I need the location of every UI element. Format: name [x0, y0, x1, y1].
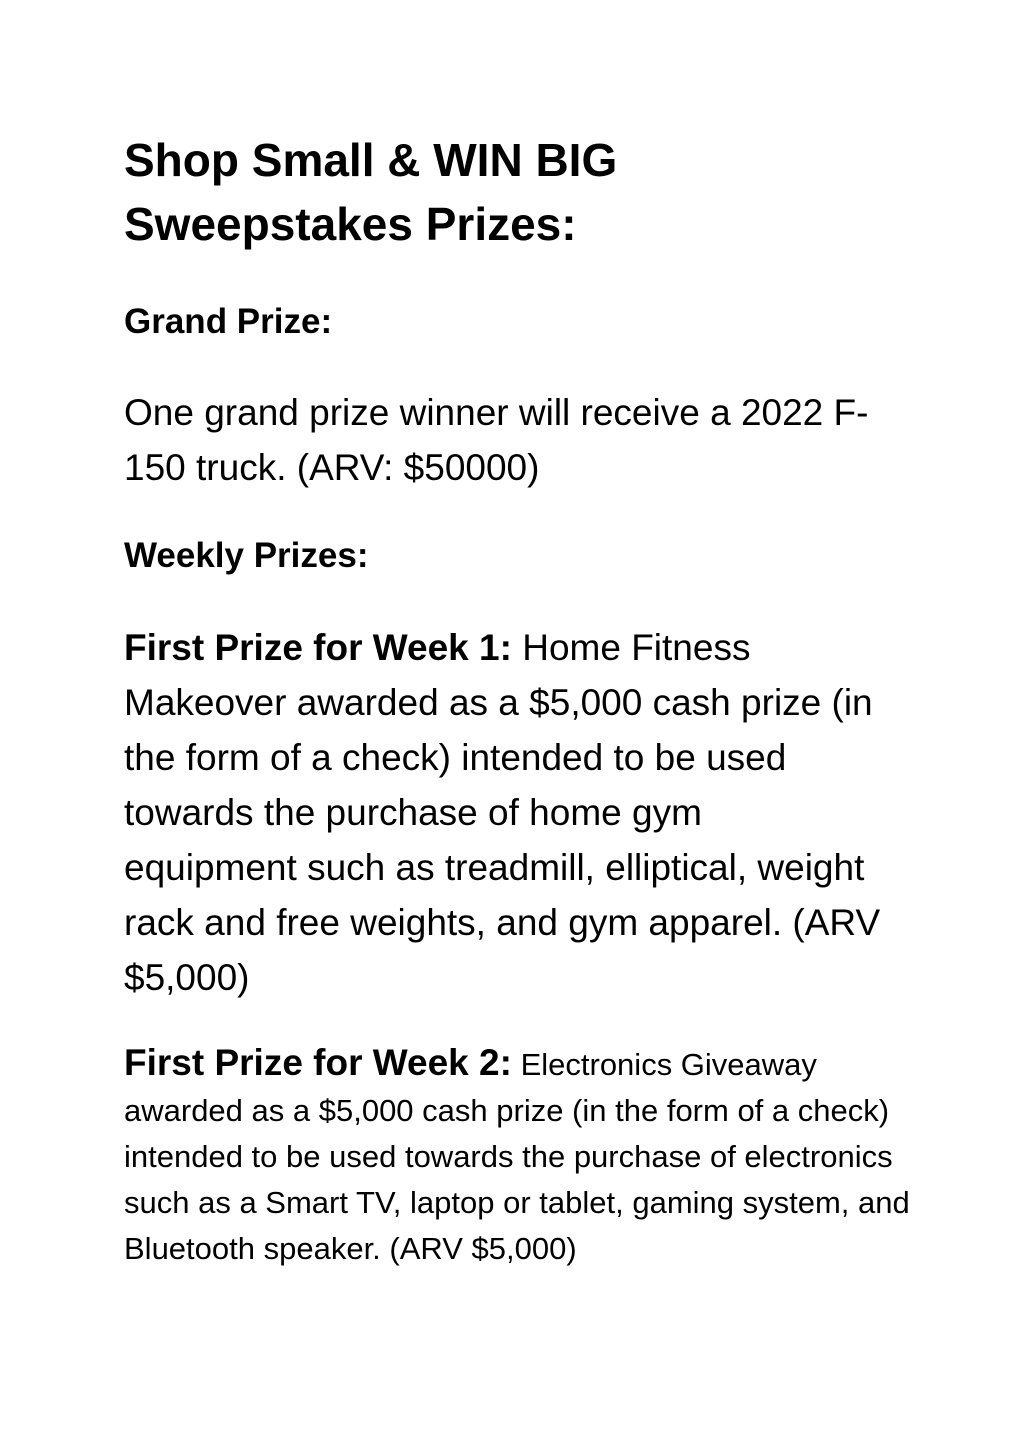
week2-prize-label: First Prize for Week 2: — [124, 1042, 512, 1083]
weekly-prizes-heading: Weekly Prizes: — [124, 536, 369, 575]
week1-prize-text: Home Fitness Makeover awarded as a $5,000 cash prize (in the form of a check) intended to be used towards the purchase of home gym equipment such as treadmill, elliptical, weight rack and free weights, and gym apparel. (ARV $5,000) — [124, 627, 881, 998]
week1-prize-label: First Prize for Week 1: — [124, 627, 512, 668]
week1-prize-paragraph — [124, 620, 884, 1005]
week2-prize-text: Electronics Giveaway awarded as a $5,000 cash prize (in the form of a check) intended to be used towards the purchase of electronics such as a Smart TV, laptop or tablet, gaming system, and Bluetooth speaker. (ARV $5,000) — [124, 1047, 910, 1266]
grand-prize-heading: Grand Prize: — [124, 302, 333, 341]
week2-prize-paragraph — [124, 1040, 914, 1272]
page-title: Shop Small & WIN BIG Sweepstakes Prizes: — [124, 134, 618, 250]
grand-prize-description: One grand prize winner will receive a 2022 F-150 truck. (ARV: $50000) — [124, 392, 869, 488]
